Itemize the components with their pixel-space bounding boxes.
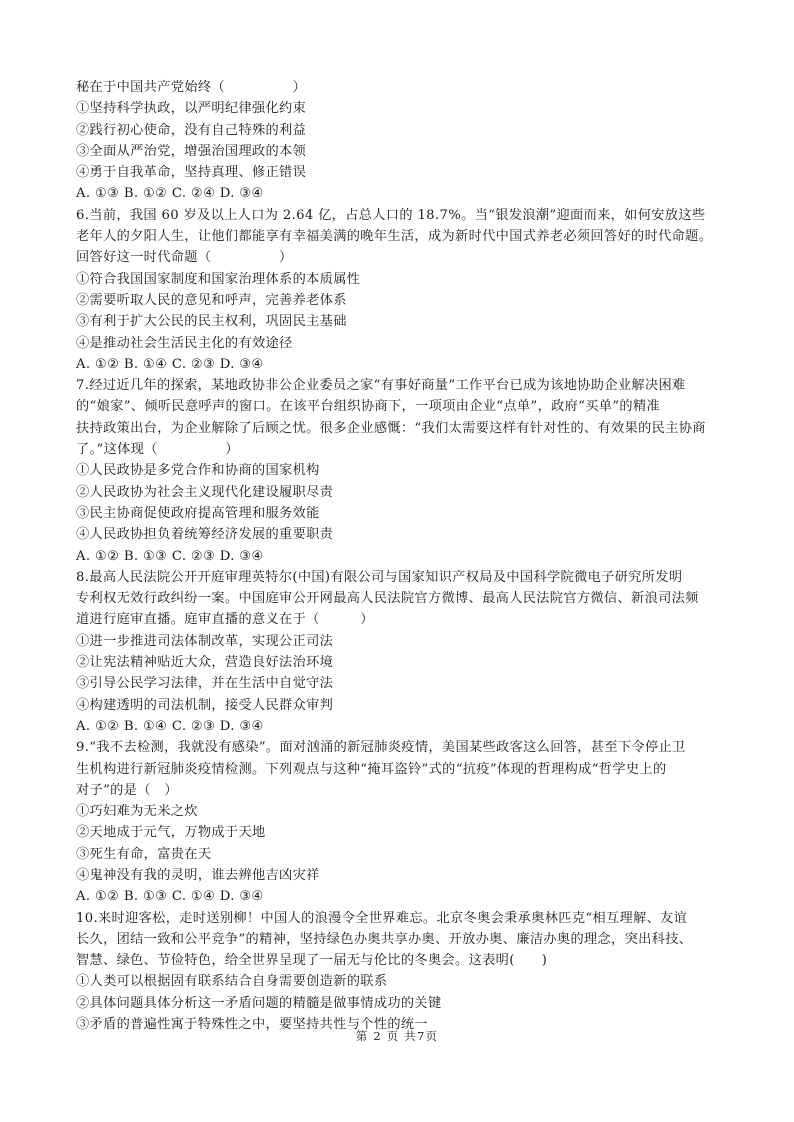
question-9-text: 对子”的是（ ）	[76, 782, 178, 798]
question-7-text: 扶持政策出台，为企业解除了后顾之忧。很多企业感慨：“我们太需要这样有针对性的、有效果的民主协商	[76, 420, 706, 436]
option-item: ③矛盾的普遍性寓于特殊性之中，要坚持共性与个性的统一	[76, 1017, 428, 1033]
option-item: ②需要听取人民的意见和呼声，完善养老体系	[76, 292, 347, 308]
option-item: ①巧妇难为无米之炊	[76, 804, 198, 820]
question-9-text: 9.“我不去检测，我就没有感染”。面对汹涌的新冠肺炎疫情，美国某些政客这么回答，甚至下令停止卫	[76, 740, 686, 756]
option-item: ②天地成于元气，万物成于天地	[76, 825, 266, 841]
option-item: ④是推动社会生活民主化的有效途径	[76, 335, 293, 351]
option-item: ③全面从严治党，增强治国理政的本领	[76, 143, 307, 159]
question-6-text: 回答好这一时代命题（ ）	[76, 250, 293, 266]
document-body	[76, 77, 736, 1035]
question-6-text: 6.当前，我国 60 岁及以上人口为 2.64 亿，占总人口的 18.7%。当“银发浪潮”迎面而来，如何安放这些	[76, 207, 706, 223]
question-10-text: 长久，团结一致和公平竞争”的精神，坚持绿色办奥共享办奥、开放办奥、廉洁办奥的理念，突出科技、	[76, 931, 693, 947]
question-7-text: 7.经过近几年的探索，某地政协非公企业委员之家“有事好商量”工作平台已成为该地协助企业解决困难	[76, 378, 686, 394]
question-6-text: 老年人的夕阳人生，让他们都能享有幸福美满的晚年生活，成为新时代中国式养老必须回答好的时代命题。	[76, 229, 713, 245]
option-item: ①人民政协是多党合作和协商的国家机构	[76, 463, 320, 479]
option-item: ①进一步推进司法体制改革，实现公正司法	[76, 633, 334, 649]
text-line: 秘在于中国共产党始终（ ）	[76, 80, 307, 95]
option-item: ③死生有命，富贵在天	[76, 846, 212, 862]
answer-choices: A. ①② B. ①③ C. ①④ D. ③④	[76, 889, 264, 905]
option-item: ④人民政协担负着统筹经济发展的重要职责	[76, 527, 334, 543]
option-item: ④勇于自我革命，坚持真理、修正错误	[76, 165, 307, 181]
question-7-text: 了。”这体现（ ）	[76, 442, 239, 458]
option-item: ③民主协商促使政府提高管理和服务效能	[76, 505, 320, 521]
option-item: ②具体问题具体分析这一矛盾问题的精髓是做事情成功的关键	[76, 995, 442, 1011]
page-number-footer: 第 2 页 共7页	[355, 1029, 439, 1043]
answer-choices: A. ①② B. ①③ C. ②③ D. ③④	[76, 548, 264, 564]
option-item: ①坚持科学执政，以严明纪律强化约束	[76, 101, 307, 117]
question-8-text: 专利权无效行政纠纷一案。中国庭审公开网最高人民法院官方微博、最高人民法院官方微信、新浪司法频	[76, 591, 699, 607]
question-9-text: 生机构进行新冠肺炎疫情检测。下列观点与这种“掩耳盗铃”式的“抗疫”体现的哲理构成“哲学史上的	[76, 761, 667, 777]
option-item: ④鬼神没有我的灵明，谁去辨他吉凶灾祥	[76, 867, 320, 883]
option-item: ①人类可以根据固有联系结合自身需要创造新的联系	[76, 974, 388, 990]
answer-choices: A. ①② B. ①④ C. ②③ D. ③④	[76, 718, 264, 734]
option-item: ③引导公民学习法律，并在生活中自觉守法	[76, 676, 334, 692]
option-item: ④构建透明的司法机制，接受人民群众审判	[76, 697, 334, 713]
answer-choices: A. ①③ B. ①② C. ②④ D. ③④	[76, 186, 264, 202]
option-item: ②人民政协为社会主义现代化建设履职尽责	[76, 484, 334, 500]
option-item: ②践行初心使命，没有自己特殊的利益	[76, 122, 307, 138]
option-item: ②让宪法精神贴近大众，营造良好法治环境	[76, 655, 334, 671]
option-item: ①符合我国国家制度和国家治理体系的本质属性	[76, 271, 361, 287]
question-7-text: 的“娘家”、倾听民意呼声的窗口。在该平台组织协商下，一项项由企业“点单”，政府“买单”的精准	[76, 399, 661, 415]
question-8-text: 8.最高人民法院公开开庭审理英特尔(中国)有限公司与国家知识产权局及中国科学院微电子研究所发明	[76, 569, 683, 585]
answer-choices: A. ①② B. ①④ C. ②③ D. ③④	[76, 356, 264, 372]
question-8-text: 道进行庭审直播。庭审直播的意义在于（ ）	[76, 612, 374, 628]
question-10-text: 10.来时迎客松，走时送别柳！中国人的浪漫令全世界难忘。北京冬奥会秉承奥林匹克“相互理解、友谊	[76, 910, 688, 926]
option-item: ③有利于扩大公民的民主权利，巩固民主基础	[76, 314, 347, 330]
question-10-text: 智慧、绿色、节俭特色，给全世界呈现了一届无与伦比的冬奥会。这表明( )	[76, 953, 548, 969]
